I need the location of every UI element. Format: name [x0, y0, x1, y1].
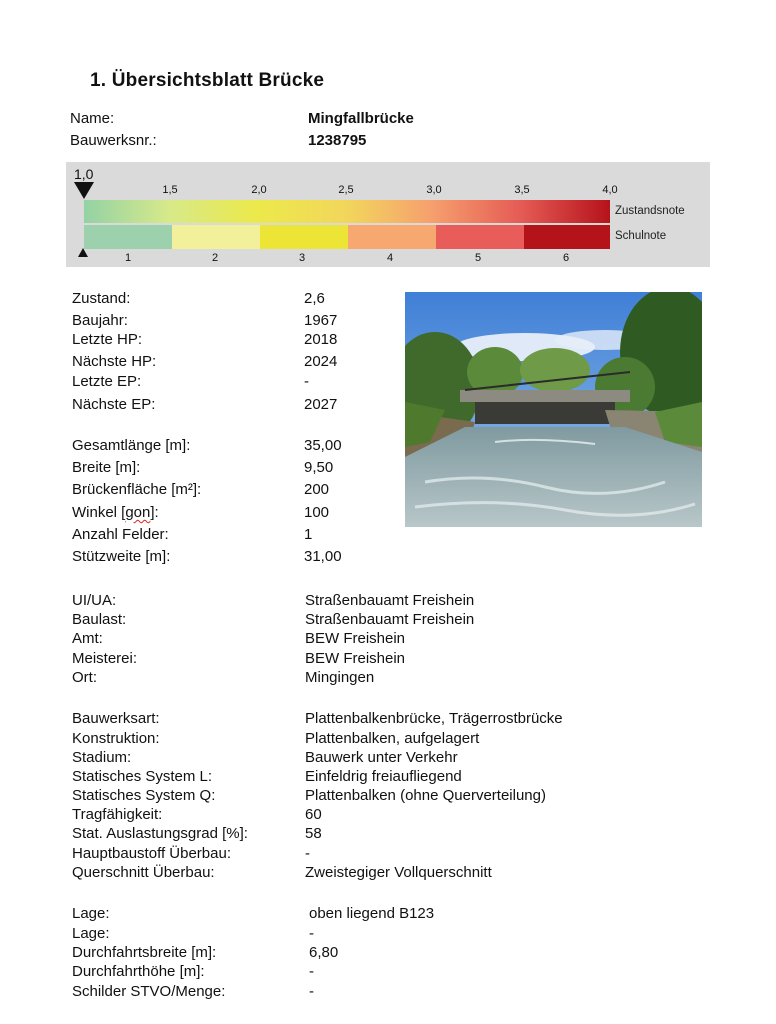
field-label: Tragfähigkeit: [72, 806, 163, 823]
field-value: - [309, 963, 314, 980]
field-value: Straßenbauamt Freishein [305, 592, 475, 609]
field-label: Querschnitt Überbau: [72, 864, 215, 881]
field-label: Statisches System L: [72, 768, 213, 785]
field-label: Hauptbaustoff Überbau: [72, 845, 232, 862]
field-value: oben liegend B123 [309, 905, 435, 922]
field-value: 31,00 [304, 548, 342, 565]
nr-value: 1238795 [308, 132, 367, 149]
condition-scale [66, 162, 710, 267]
field-label: Lage: [72, 925, 110, 942]
tick-label: 1,5 [162, 184, 178, 196]
field-value: 9,50 [304, 459, 334, 476]
spellcheck-mark: gon [125, 504, 151, 521]
field-value: BEW Freishein [305, 650, 406, 667]
field-value: 60 [305, 806, 322, 823]
schulnote-label: Schulnote [615, 230, 667, 242]
field-label: Letzte EP: [72, 373, 142, 390]
field-value: - [304, 373, 309, 390]
field-label: Stadium: [72, 749, 132, 766]
field-value: BEW Freishein [305, 630, 406, 647]
field-label: Durchfahrtsbreite [m]: [72, 944, 217, 961]
marker-value: 1,0 [74, 166, 94, 182]
schulnote-segment [172, 225, 260, 249]
field-label: Ort: [72, 669, 97, 686]
field-value: - [305, 845, 310, 862]
schulnote-number: 6 [562, 252, 570, 264]
field-value: 100 [304, 504, 330, 521]
field-label: Baulast: [72, 611, 127, 628]
field-label: Anzahl Felder: [72, 526, 169, 543]
field-label: Bauwerksart: [72, 710, 160, 727]
field-value: Einfeldrig freiaufliegend [305, 768, 462, 785]
schulnote-segment [436, 225, 524, 249]
field-value: Plattenbalken (ohne Querverteilung) [305, 787, 546, 804]
marker-up-arrow-icon [78, 248, 88, 257]
field-label: Gesamtlänge [m]: [72, 437, 191, 454]
zustandsnote-label: Zustandsnote [615, 205, 685, 217]
field-value: 1 [304, 526, 313, 543]
page-title: 1. Übersichtsblatt Brücke [90, 70, 325, 91]
tick-label: 3,0 [426, 184, 442, 196]
field-label: Meisterei: [72, 650, 138, 667]
field-value: 1967 [304, 312, 338, 329]
field-value: 58 [305, 825, 322, 842]
field-label: Brückenfläche [m²]: [72, 481, 202, 498]
field-value: - [309, 925, 314, 942]
tick-label: 2,0 [251, 184, 267, 196]
field-label: UI/UA: [72, 592, 117, 609]
field-value: Bauwerk unter Verkehr [305, 749, 458, 766]
schulnote-segment [524, 225, 610, 249]
field-label: Amt: [72, 630, 103, 647]
field-value: Zweistegiger Vollquerschnitt [305, 864, 492, 881]
name-value: Mingfallbrücke [308, 110, 414, 127]
field-label: Stützweite [m]: [72, 548, 171, 565]
tick-label: 3,5 [514, 184, 530, 196]
field-value: 200 [304, 481, 330, 498]
field-label: Lage: [72, 905, 110, 922]
field-value: Mingingen [305, 669, 375, 686]
field-label: Stat. Auslastungsgrad [%]: [72, 825, 248, 842]
field-value: Plattenbalken, aufgelagert [305, 730, 480, 747]
field-value: 2018 [304, 331, 338, 348]
field-value: 2,6 [304, 290, 325, 307]
field-label: Zustand: [72, 290, 131, 307]
field-label: Statisches System Q: [72, 787, 216, 804]
field-label: Durchfahrthöhe [m]: [72, 963, 205, 980]
field-label: Baujahr: [72, 312, 128, 329]
tick-label: 4,0 [602, 184, 618, 196]
schulnote-segment [260, 225, 348, 249]
tick-label: 2,5 [338, 184, 354, 196]
field-value: 2027 [304, 396, 338, 413]
schulnote-number: 5 [474, 252, 482, 264]
nr-label: Bauwerksnr.: [70, 132, 157, 149]
zustandsnote-gradient-bar [84, 200, 610, 223]
schulnote-segment [84, 225, 172, 249]
schulnote-number: 4 [386, 252, 394, 264]
field-label: Nächste HP: [72, 353, 157, 370]
field-value: 35,00 [304, 437, 342, 454]
field-label: Konstruktion: [72, 730, 160, 747]
field-label: Letzte HP: [72, 331, 143, 348]
field-label: Nächste EP: [72, 396, 156, 413]
field-label: Schilder STVO/Menge: [72, 983, 226, 1000]
schulnote-number: 1 [124, 252, 132, 264]
schulnote-number: 3 [298, 252, 306, 264]
field-value: 6,80 [309, 944, 339, 961]
schulnote-segment [348, 225, 436, 249]
field-label: Breite [m]: [72, 459, 141, 476]
name-label: Name: [70, 110, 115, 127]
field-value: Straßenbauamt Freishein [305, 611, 475, 628]
field-value: - [309, 983, 314, 1000]
field-value: 2024 [304, 353, 338, 370]
marker-down-arrow-icon [74, 182, 94, 199]
field-value: Plattenbalkenbrücke, Trägerrostbrücke [305, 710, 563, 727]
field-label: Winkel [gon]: [72, 504, 159, 521]
bridge-photo [405, 292, 702, 527]
schulnote-number: 2 [211, 252, 219, 264]
